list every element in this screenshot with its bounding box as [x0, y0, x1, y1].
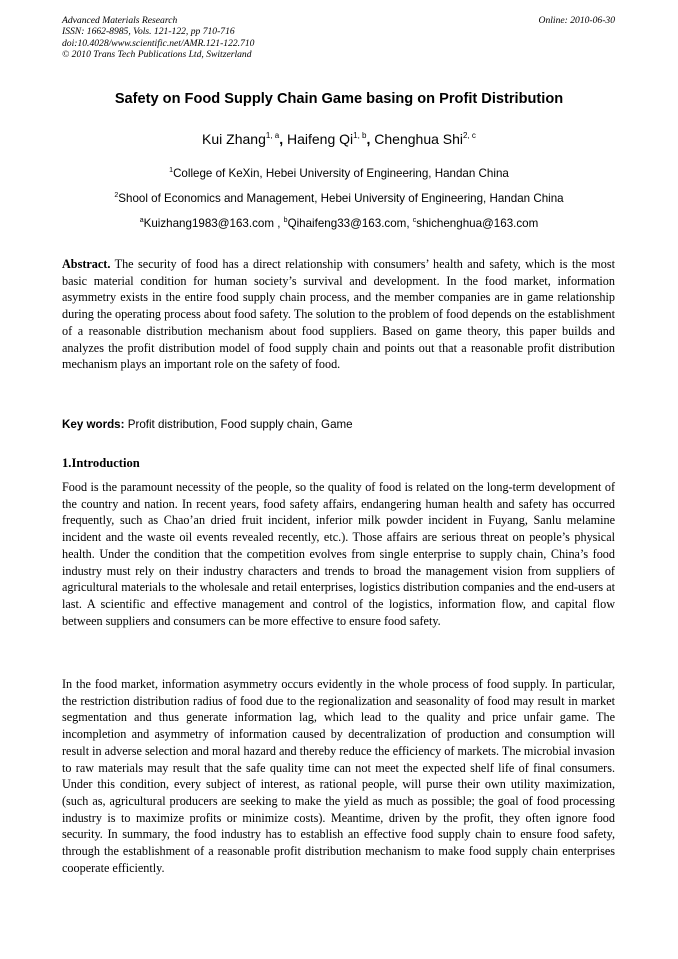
keywords-text: Profit distribution, Food supply chain, Game: [124, 418, 353, 431]
author-separator: ,: [366, 131, 375, 147]
intro-paragraph-1: Food is the paramount necessity of the people, so the quality of food is related on the long-term development of the country and nation. In recent years, food safety affairs, endangering human health and safety has occurred frequently, such as Chao’an dried fruit incident, inferior milk powder incident in Fuyang, Sanlu melamine incident and the waste oil events revealed recently, etc.). Those affairs are serious threat on people’s physical health. Under the condition that the competition evolves from single enterprise to supply chain, China’s food industry must rely on their industry characters and trends to broad the management vision from suppliers of agricultural materials to the wholesale and retail enterprises, logistics distribution companies and the end-users at last. A scientific and effective management and control of the logistics, information flow, and capital flow between suppliers and consumers can be more effective to ensure food safety.: [62, 480, 615, 628]
keywords: [62, 418, 615, 431]
email-separator: ,: [406, 217, 413, 230]
affiliation-sup: 2: [114, 192, 119, 199]
author-sup: 1, b: [353, 131, 367, 140]
affiliation-2: [0, 192, 678, 205]
paper-title: Safety on Food Supply Chain Game basing on Profit Distribution: [114, 91, 564, 107]
email-sup: b: [283, 217, 288, 224]
abstract: [62, 256, 615, 373]
email-address[interactable]: Qihaifeng33@163.com: [287, 217, 407, 230]
abstract-label: Abstract.: [62, 257, 111, 271]
email-sup: c: [412, 217, 417, 224]
author-list: [0, 131, 678, 147]
affiliation-1: [0, 167, 678, 180]
author-separator: ,: [279, 131, 287, 147]
author-name: Kui Zhang: [202, 131, 266, 147]
email-address[interactable]: Kuizhang1983@163.com: [143, 217, 274, 230]
email-sup: a: [139, 217, 144, 224]
online-date: Online: 2010-06-30: [538, 15, 615, 26]
email-address[interactable]: shichenghua@163.com: [416, 217, 539, 230]
author-sup: 1, a: [265, 131, 280, 140]
copyright-line: © 2010 Trans Tech Publications Ltd, Switzerland: [62, 49, 252, 61]
email-separator: ,: [273, 217, 284, 230]
email-list: [0, 217, 678, 230]
intro-paragraph-2: In the food market, information asymmetry occurs evidently in the whole process of food supply. In particular, the restriction distribution radius of food due to the regionalization and seasonality of food may result in market segmentation and thus generate information lag, which lead to the quality and price unfair game. The incompletion and asymmetry of information caused by decentralization of production and consumption will result in adverse selection and moral hazard and thereby reduce the efficiency of markets. The microbial invasion to raw materials may result that the safe quality time can not meet the expected shelf life of final consumers. Under this condition, every subject of interest, as rational people, will purse their own utility maximization, (such as, agricultural producers are seeking to make the yield as much as possible; the goal of food processing industry is to maximize profits or minimize costs). Meantime, driven by the profit, they often ignore food security. In summary, the food industry has to establish an effective food supply chain to ensure food safety, through the establishment of a reasonable profit distribution mechanism to make food supply chain enterprises cooperate efficiently.: [62, 677, 615, 875]
author-name: Chenghua Shi: [374, 131, 464, 147]
author-name: Haifeng Qi: [287, 131, 354, 147]
section-heading-introduction: 1.Introduction: [62, 456, 140, 470]
author-sup: 2, c: [463, 131, 476, 140]
journal-name: Advanced Materials Research: [62, 15, 178, 26]
affiliation-sup: 1: [169, 167, 174, 174]
doi-line: doi:10.4028/www.scientific.net/AMR.121-122.710: [62, 37, 255, 49]
keywords-label: Key words:: [62, 418, 125, 431]
affiliation-text: College of KeXin, Hebei University of Engineering, Handan China: [173, 167, 509, 180]
issn-line: ISSN: 1662-8985, Vols. 121-122, pp 710-716: [62, 26, 235, 38]
journal-header: [62, 15, 254, 61]
abstract-text: The security of food has a direct relationship with consumers’ health and safety, which is the most basic material condition for human society’s survival and development. In the food market, information asymmetry exists in the entire food supply chain process, and the member companies are in game relationship during the operating process about food safety. The solution to the problem of food depends on the establishment of a reasonable distribution mechanism about food suppliers. Based on game theory, this paper builds and analyzes the profit distribution model of food supply chain and points out that a reasonable profit distribution mechanism plays an important role on the safety of food.: [62, 257, 615, 372]
affiliation-text: Shool of Economics and Management, Hebei University of Engineering, Handan China: [118, 192, 564, 205]
